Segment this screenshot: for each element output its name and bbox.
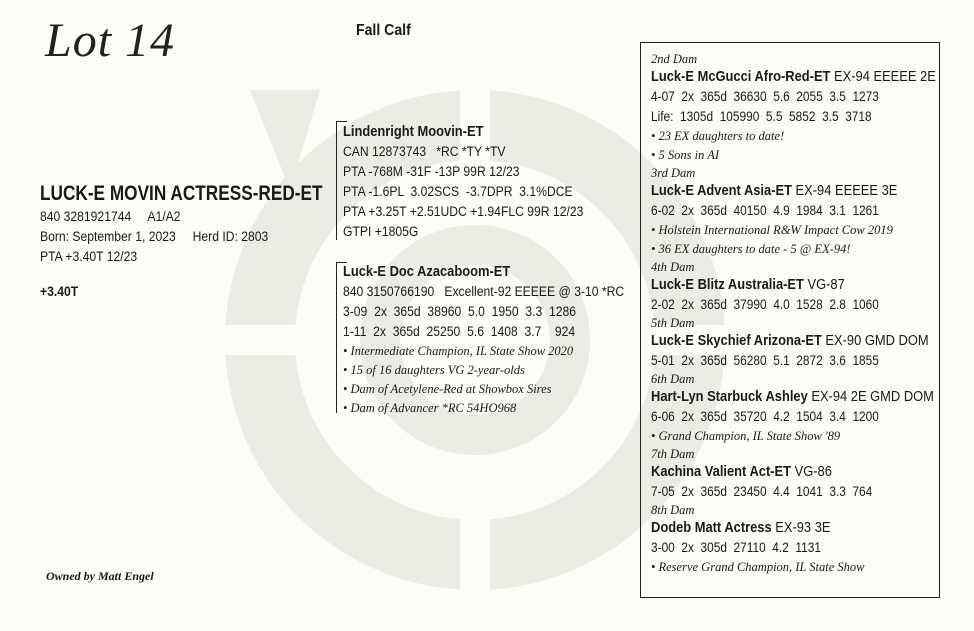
ancestor-classification: VG-86 bbox=[791, 463, 832, 480]
generation-label: 5th Dam bbox=[651, 316, 695, 330]
ancestor-name bbox=[651, 67, 936, 87]
ancestor-name bbox=[651, 387, 934, 407]
ancestor-record-line: 5-01 2x 365d 56280 5.1 2872 3.6 1855 bbox=[651, 353, 879, 368]
ancestor-classification: EX-93 3E bbox=[771, 519, 831, 536]
ancestor-record-line: 2-02 2x 365d 37990 4.0 1528 2.8 1060 bbox=[651, 297, 879, 312]
ancestor-classification: EX-94 2E GMD DOM bbox=[807, 388, 934, 405]
sire-details bbox=[343, 142, 626, 242]
ancestor-note: • 23 EX daughters to date! bbox=[651, 129, 785, 143]
dam-record-line: 840 3150766190 Excellent-92 EEEEE @ 3-10 *RC bbox=[343, 284, 625, 299]
ancestor-name-text: Luck-E Advent Asia-ET bbox=[651, 182, 792, 199]
sire-block bbox=[336, 122, 626, 242]
sire-detail-line: PTA -768M -31F -13P 99R 12/23 bbox=[343, 164, 520, 179]
generation-label: 3rd Dam bbox=[651, 166, 696, 180]
dam-note: • Dam of Advancer *RC 54HO968 bbox=[343, 401, 517, 415]
dam-note: • Dam of Acetylene-Red at Showbox Sires bbox=[343, 382, 552, 396]
generation-label: 7th Dam bbox=[651, 447, 695, 461]
generation-label: 6th Dam bbox=[651, 372, 695, 386]
lot-title: Lot 14 bbox=[45, 14, 176, 67]
ancestor-classification: EX-90 GMD DOM bbox=[821, 332, 929, 349]
pta-line: PTA +3.40T 12/23 bbox=[40, 249, 138, 264]
calf-type: Fall Calf bbox=[356, 22, 411, 39]
ancestor-name bbox=[651, 181, 898, 201]
ancestor-name-text: Kachina Valient Act-ET bbox=[651, 463, 792, 480]
sire-detail-line: PTA -1.6PL 3.02SCS -3.7DPR 3.1%DCE bbox=[343, 184, 573, 199]
ancestor-note: • 36 EX daughters to date - 5 @ EX-94! bbox=[651, 242, 851, 256]
ancestor-record-line: Life: 1305d 105990 5.5 5852 3.5 3718 bbox=[651, 109, 872, 124]
ancestor-classification: EX-94 EEEEE 2E bbox=[830, 68, 936, 85]
registration-line: 840 3281921744 A1/A2 bbox=[40, 209, 181, 224]
ancestor-note: • 5 Sons in AI bbox=[651, 148, 720, 162]
ancestor-name-text: Luck-E Blitz Australia-ET bbox=[651, 276, 804, 293]
ancestor-classification: EX-94 EEEEE 3E bbox=[791, 182, 898, 199]
maternal-family-box bbox=[640, 42, 940, 598]
dam-name: Luck-E Doc Azacaboom-ET bbox=[343, 263, 511, 280]
generation-label: 2nd Dam bbox=[651, 52, 698, 66]
ancestor-name-text: Dodeb Matt Actress bbox=[651, 519, 772, 536]
ancestor-record-line: 3-00 2x 305d 27110 4.2 1131 bbox=[651, 540, 821, 555]
generation-label: 8th Dam bbox=[651, 503, 695, 517]
ancestor-note: • Reserve Grand Champion, IL State Show bbox=[651, 560, 865, 574]
dam-note: • Intermediate Champion, IL State Show 2020 bbox=[343, 344, 574, 358]
ancestor-name bbox=[651, 275, 890, 295]
dam-block bbox=[336, 262, 626, 418]
sire-detail-line: PTA +3.25T +2.51UDC +1.94FLC 99R 12/23 bbox=[343, 204, 584, 219]
dam-notes bbox=[343, 342, 626, 418]
dam-record-line: 1-11 2x 365d 25250 5.6 1408 3.7 924 bbox=[343, 324, 576, 339]
ancestor-name bbox=[651, 518, 890, 538]
dam-details bbox=[343, 282, 626, 342]
ancestor-record-line: 4-07 2x 365d 36630 5.6 2055 3.5 1273 bbox=[651, 89, 879, 104]
sire-detail-line: CAN 12873743 *RC *TY *TV bbox=[343, 144, 506, 159]
ancestor-name-text: Luck-E Skychief Arizona-ET bbox=[651, 332, 822, 349]
ancestor-name bbox=[651, 462, 890, 482]
ancestor-note: • Holstein International R&W Impact Cow 2019 bbox=[651, 223, 893, 237]
ancestor-record-line: 6-06 2x 365d 35720 4.2 1504 3.4 1200 bbox=[651, 409, 879, 424]
ancestor-name-text: Hart-Lyn Starbuck Ashley bbox=[651, 388, 808, 405]
ancestor-record-line: 7-05 2x 365d 23450 4.4 1041 3.3 764 bbox=[651, 484, 873, 499]
animal-name: LUCK-E MOVIN ACTRESS-RED-ET bbox=[40, 182, 323, 205]
ancestor-name bbox=[651, 331, 929, 351]
ancestor-record-line: 6-02 2x 365d 40150 4.9 1984 3.1 1261 bbox=[651, 203, 879, 218]
ancestor-note: • Grand Champion, IL State Show '89 bbox=[651, 429, 841, 443]
generation-label: 4th Dam bbox=[651, 260, 695, 274]
sire-name: Lindenright Moovin-ET bbox=[343, 123, 484, 140]
sire-detail-line: GTPI +1805G bbox=[343, 224, 419, 239]
pta-highlight: +3.40T bbox=[40, 284, 79, 299]
ancestor-classification: VG-87 bbox=[803, 276, 845, 293]
dam-record-line: 3-09 2x 365d 38960 5.0 1950 3.3 1286 bbox=[343, 304, 577, 319]
born-line: Born: September 1, 2023 Herd ID: 2803 bbox=[40, 229, 269, 244]
dam-note: • 15 of 16 daughters VG 2-year-olds bbox=[343, 363, 525, 377]
ancestor-name-text: Luck-E McGucci Afro-Red-ET bbox=[651, 68, 831, 85]
owner-line: Owned by Matt Engel bbox=[46, 569, 154, 583]
animal-info bbox=[40, 181, 340, 267]
